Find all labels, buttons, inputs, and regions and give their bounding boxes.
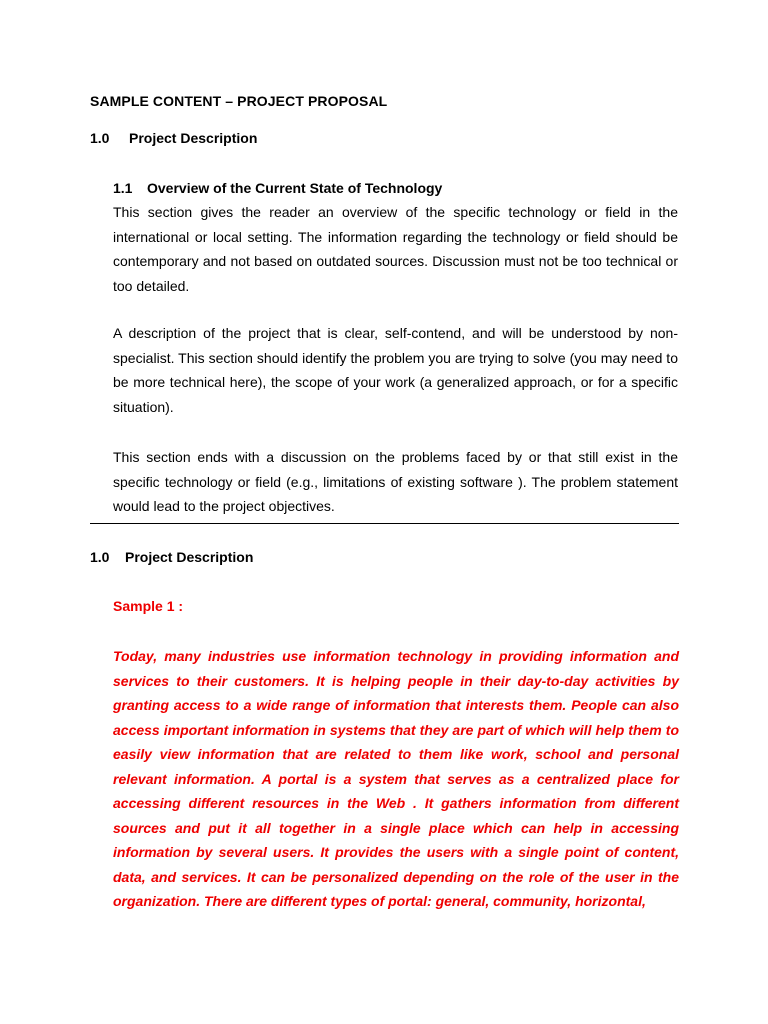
section-title: Project Description xyxy=(125,549,254,565)
paragraph-problem-statement: This section ends with a discussion on the problems faced by or that still exist in the specific technology or field (e.g., limitations of existing software ). The problem statement would lead to the project objectives. xyxy=(113,449,678,514)
sample-paragraph: Today, many industries use information technology in providing information and services to their customers. It is helping people in their day-to-day activities by granting access to a wide range of information that interests them. People can also access important information in systems that they are part of which will help them to easily view information that are related to them like work, school and personal relevant information. A portal is a system that serves as a centralized place for accessing different resources in the Web . It gathers information from different sources and put it all together in a single place which can help in accessing information by several users. It provides the users with a single point of content, data, and services. It can be personalized depending on the role of the user in the organization. There are different types of portal: general, community, horizontal, xyxy=(113,648,679,909)
sample-label: Sample 1 : xyxy=(113,598,184,614)
subsection-number: 1.1 xyxy=(113,180,133,196)
section-heading-project-description-repeat xyxy=(90,549,253,565)
section-number: 1.0 xyxy=(90,130,110,146)
subsection-heading-overview xyxy=(113,180,442,196)
section-heading-project-description xyxy=(90,130,257,146)
paragraph-description: A description of the project that is clear, self-contend, and will be understood by non-specialist. This section should identify the problem you are trying to solve (you may need to be more technical here), the scope of your work (a generalized approach, or for a specific situation). xyxy=(113,325,678,415)
subsection-title: Overview of the Current State of Technology xyxy=(147,180,443,196)
horizontal-divider xyxy=(90,523,679,524)
paragraph-overview: This section gives the reader an overview of the specific technology or field in the international or local setting. The information regarding the technology or field should be contemporary and not based on outdated sources. Discussion must not be too technical or too detailed. xyxy=(113,204,678,294)
section-title: Project Description xyxy=(129,130,258,146)
section-number: 1.0 xyxy=(90,549,110,565)
document-title: SAMPLE CONTENT – PROJECT PROPOSAL xyxy=(90,93,388,109)
